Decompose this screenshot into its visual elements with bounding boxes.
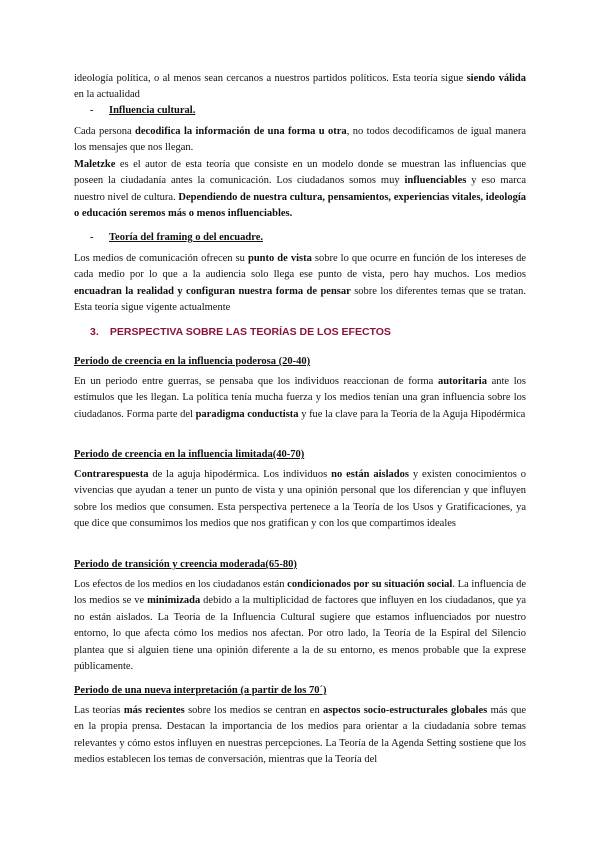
text-run: ideología política, o al menos sean cercanos a nuestros partidos políticos. Esta teoría sigue: [74, 73, 467, 84]
text-run: y existen conocimientos o vivencias que ayudan a tener un punto de vista y una opinión personal que los diferencian y que influyen sobre los medios que consumen. Esta perspectiva pertenece a la Teoría de los Usos y Gratificaciones, ya que dice que consumimos los medios que nos gratifican y con los que compartimos ideales: [74, 469, 526, 530]
text-run: . La influencia de los medios se ve: [74, 579, 526, 607]
paragraph-decodifica: [74, 124, 526, 157]
text-run: Las teorías: [74, 705, 124, 716]
text-run: de la aguja hipodérmica. Los individuos: [148, 469, 332, 480]
bold-run: decodifica la información de una forma u otra: [135, 126, 347, 137]
text-run: y eso marca nuestro nivel de cultura.: [74, 175, 526, 203]
paragraph-ideologia: [74, 71, 526, 104]
section-title: PERSPECTIVA SOBRE LAS TEORÍAS DE LOS EFECTOS: [109, 326, 391, 338]
text-run: más que en la propia prensa. Destacan la importancia de los medios para orientar a la ciudadanía sobre temas relevantes y cómo estos influyen en nuestras percepciones. La Teoría de la Agenda Setting sostiene que los medios establecen los temas de conversación, mientras que la Teoría del: [74, 705, 526, 766]
text-run: Los efectos de los medios en los ciudadanos están: [74, 579, 288, 590]
bold-run: no están aislados: [331, 469, 409, 480]
bold-run: encuadran la realidad y configuran nuestra forma de pensar: [74, 285, 351, 297]
period-heading-3: Periodo de transición y creencia moderada(65-80): [74, 559, 297, 570]
text-run: Los medios de comunicación ofrecen su: [74, 253, 248, 264]
paragraph-maletzke: [74, 157, 526, 223]
bold-run: Maletzke: [74, 159, 116, 170]
text-run: , no todos decodificamos de igual manera los mensajes que nos llegan.: [74, 126, 527, 154]
bold-run: influenciables: [404, 175, 467, 187]
paragraph-framing: [74, 251, 526, 317]
bold-run: minimizada: [147, 595, 201, 607]
text-run: debido a la multiplicidad de factores que influyen en los ciudadanos, que ya no están aislados. La Teoría de la Influencia Cultural sugiere que estamos influenciados por nuestro entorno, lo que afecta cómo los medios nos afectan. Por otro lado, la Teoría de la Espiral del Silencio plantea que si alguien tiene una opinión diferente a la de su entorno, es menos probable que la exprese públicamente.: [74, 595, 526, 673]
bold-run: punto de vista: [247, 253, 312, 264]
text-run: ante los estímulos que les llegan. La política tenía mucha fuerza y los medios tenían una gran influencia sobre los ciudadanos. Forma parte del: [74, 376, 526, 420]
text-run: sobre lo que ocurre en función de los intereses de cada medio por lo que a la audiencia solo llega ese punto de vista, pero hay muchos. Los medios: [74, 253, 526, 281]
bold-run: Dependiendo de nuestra cultura, pensamientos, experiencias vitales, ideología o educación seremos más o menos influenciables.: [74, 191, 526, 220]
text-run: Cada persona: [74, 126, 136, 137]
paragraph-period-1: [74, 374, 526, 423]
paragraph-period-3: [74, 577, 526, 675]
bullet-label: Influencia cultural.: [109, 105, 196, 116]
bullet-framing: [74, 230, 526, 246]
text-run: en la actualidad: [74, 89, 140, 101]
text-run: En un periodo entre guerras, se pensaba que los individuos reaccionan de forma: [74, 376, 438, 387]
bold-run: paradigma conductista: [195, 408, 299, 420]
section-heading-3: [74, 324, 526, 340]
bold-run: aspectos socio-estructurales globales: [323, 705, 488, 716]
period-heading-2: Periodo de creencia en la influencia limitada(40-70): [74, 449, 305, 460]
text-run: sobre los medios se centran en: [184, 705, 324, 716]
text-run: es el autor de esta teoría que consiste en un modelo donde se muestran las influencias que poseen la ciudadanía antes la comunicación. Los ciudadanos somos muy: [74, 159, 526, 187]
period-heading-1: Periodo de creencia en la influencia poderosa (20-40): [74, 356, 311, 367]
period-heading-4: Periodo de una nueva interpretación (a partir de los 70´): [74, 685, 327, 696]
paragraph-period-4: [74, 703, 526, 769]
bold-run: Contrarespuesta: [74, 469, 149, 480]
bullet-dash: -: [90, 105, 94, 116]
bold-run: siendo válida: [466, 73, 526, 84]
paragraph-period-2: [74, 467, 526, 533]
bold-run: condicionados por su situación social: [287, 579, 453, 590]
section-number: 3.: [90, 326, 99, 338]
text-run: y fue la clave para la Teoría de la Aguja Hipodérmica: [298, 408, 526, 420]
bullet-dash: -: [90, 232, 94, 243]
bullet-influencia-cultural: [74, 103, 526, 119]
text-run: sobre los diferentes temas que se tratan. Esta teoría sigue vigente actualmente: [74, 285, 526, 314]
bullet-label: Teoría del framing o del encuadre.: [109, 232, 263, 243]
bold-run: más recientes: [123, 705, 185, 716]
bold-run: autoritaria: [437, 376, 487, 387]
